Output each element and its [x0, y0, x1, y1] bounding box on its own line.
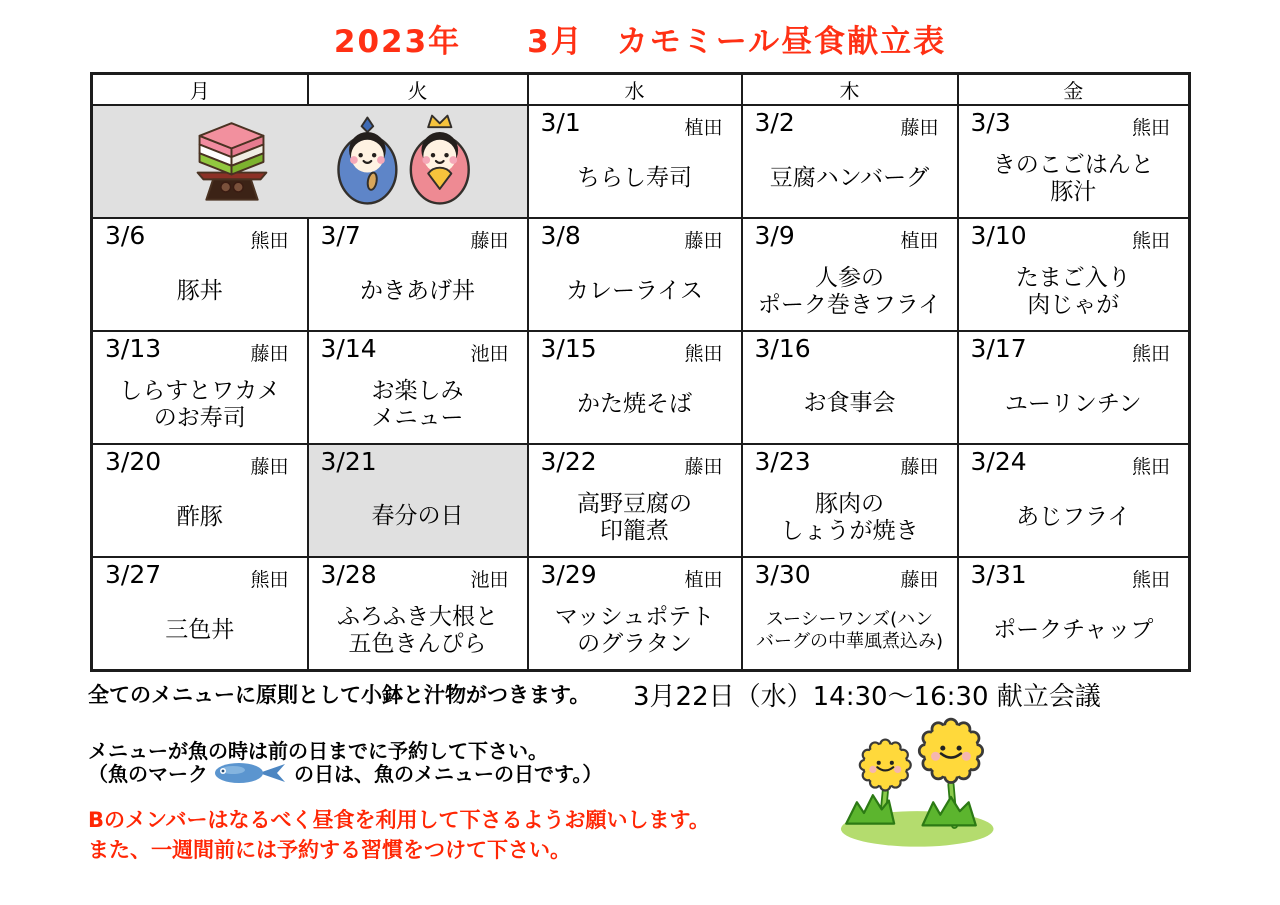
day-cell-3-20 — [92, 444, 308, 557]
fish-mark-note — [88, 758, 602, 787]
cell-staff: 熊田 — [1131, 456, 1170, 478]
cell-staff: 池田 — [470, 343, 509, 365]
cell-menu: しらすとワカメ のお寿司 — [119, 378, 281, 431]
side-dish-note: 全てのメニューに原則として小鉢と汁物がつきます。 — [88, 683, 591, 707]
cell-date: 3/22 — [540, 447, 597, 476]
cell-staff: 植田 — [684, 569, 723, 591]
day-cell-3-23 — [742, 444, 958, 557]
day-cell-3-3 — [958, 105, 1190, 218]
cell-staff: 藤田 — [684, 230, 723, 252]
cell-menu: ふろふき大根と 五色きんぴら — [337, 604, 498, 657]
fish-icon — [213, 761, 289, 785]
cell-date: 3/6 — [105, 221, 146, 250]
cell-staff: 藤田 — [900, 569, 939, 591]
day-cell-3-1 — [528, 105, 742, 218]
page-title: 2023年 3月 カモミール昼食献立表 — [333, 24, 947, 60]
cell-date: 3/31 — [970, 560, 1027, 589]
cell-menu: 春分の日 — [371, 502, 464, 529]
fish-mark-note-post: の日は、魚のメニューの日です。） — [294, 762, 603, 786]
day-cell-3-13 — [92, 331, 308, 444]
cell-menu: かた焼そば — [577, 391, 692, 418]
cell-menu: あじフライ — [1016, 504, 1131, 531]
cell-staff: 植田 — [684, 117, 723, 139]
cell-staff: 藤田 — [250, 343, 289, 365]
cell-menu: 三色丼 — [165, 617, 235, 644]
day-cell-3-6 — [92, 218, 308, 331]
cell-menu: 豚丼 — [176, 278, 223, 305]
day-cell-3-22 — [528, 444, 742, 557]
cell-date: 3/7 — [320, 221, 361, 250]
day-header-tue: 火 — [308, 74, 528, 106]
dandelion-flowers-illustration — [830, 710, 1008, 852]
day-cell-3-28 — [308, 557, 528, 671]
day-cell-3-31 — [958, 557, 1190, 671]
cell-staff: 熊田 — [1131, 230, 1170, 252]
day-cell-3-8 — [528, 218, 742, 331]
fish-reservation-note: メニューが魚の時は前の日までに予約して下さい。 — [88, 739, 548, 763]
day-cell-3-30 — [742, 557, 958, 671]
cell-staff: 藤田 — [470, 230, 509, 252]
week-row-1 — [92, 105, 1190, 218]
cell-staff: 池田 — [470, 569, 509, 591]
hinamatsuri-illustrations — [93, 106, 527, 214]
cell-date: 3/28 — [320, 560, 377, 589]
day-cell-3-17 — [958, 331, 1190, 444]
hishimochi-icon — [186, 118, 278, 202]
cell-staff: 熊田 — [1131, 569, 1170, 591]
cell-menu: ちらし寿司 — [577, 165, 692, 192]
cell-date: 3/17 — [970, 334, 1027, 363]
day-cell-3-10 — [958, 218, 1190, 331]
cell-date: 3/30 — [754, 560, 811, 589]
cell-date: 3/8 — [540, 221, 581, 250]
cell-menu: 高野豆腐の 印籠煮 — [577, 491, 692, 544]
cell-date: 3/13 — [105, 334, 162, 363]
cell-staff: 植田 — [900, 230, 939, 252]
red-request-line1: Bのメンバーはなるべく昼食を利用して下さるようお願いします。 — [88, 808, 710, 832]
red-request-line2: また、一週間前には予約する習慣をつけて下さい。 — [88, 837, 571, 862]
cell-date: 3/1 — [540, 108, 581, 137]
cell-date: 3/15 — [540, 334, 597, 363]
week-row-3 — [92, 331, 1190, 444]
cell-menu: お食事会 — [803, 389, 896, 416]
day-header-mon: 月 — [92, 74, 308, 106]
cell-date: 3/20 — [105, 447, 162, 476]
cell-staff: 熊田 — [250, 230, 289, 252]
cell-staff: 熊田 — [1131, 343, 1170, 365]
day-cell-3-14 — [308, 331, 528, 444]
cell-menu: きのこごはんと 豚汁 — [992, 152, 1154, 205]
hina-dolls-icon — [324, 111, 488, 209]
cell-date: 3/21 — [320, 447, 377, 476]
day-cell-3-16 — [742, 331, 958, 444]
day-cell-3-24 — [958, 444, 1190, 557]
day-header-fri: 金 — [958, 74, 1190, 106]
cell-date: 3/24 — [970, 447, 1027, 476]
cell-menu: ポークチャップ — [993, 617, 1154, 644]
cell-menu: ユーリンチン — [1004, 391, 1142, 418]
cell-menu: マッシュポテト のグラタン — [554, 604, 715, 657]
cell-staff: 熊田 — [1131, 117, 1170, 139]
day-header-row — [92, 74, 1190, 106]
cell-date: 3/3 — [970, 108, 1011, 137]
week-row-5 — [92, 557, 1190, 671]
cell-date: 3/27 — [105, 560, 162, 589]
cell-staff: 熊田 — [684, 343, 723, 365]
cell-menu: カレーライス — [565, 278, 704, 305]
day-cell-3-27 — [92, 557, 308, 671]
menu-calendar-table — [90, 72, 1191, 672]
cell-menu: お楽しみ メニュー — [371, 378, 464, 431]
week-row-4 — [92, 444, 1190, 557]
cell-staff: 藤田 — [900, 456, 939, 478]
cell-menu: 酢豚 — [176, 504, 223, 531]
week-row-2 — [92, 218, 1190, 331]
cell-menu: たまご入り 肉じゃが — [1015, 265, 1131, 318]
cell-menu: 人参の ポーク巻きフライ — [757, 265, 942, 318]
cell-staff: 藤田 — [684, 456, 723, 478]
cell-date: 3/23 — [754, 447, 811, 476]
cell-menu: スーシーワンズ(ハン バーグの中華風煮込み) — [755, 608, 944, 652]
cell-date: 3/9 — [754, 221, 795, 250]
cell-date: 3/10 — [970, 221, 1027, 250]
menu-meeting-note: 3月22日（水）14:30～16:30 献立会議 — [633, 682, 1101, 712]
day-header-thu: 木 — [742, 74, 958, 106]
day-cell-3-21-holiday — [308, 444, 528, 557]
cell-menu: かきあげ丼 — [360, 278, 475, 305]
cell-date: 3/2 — [754, 108, 795, 137]
day-cell-3-15 — [528, 331, 742, 444]
cell-date: 3/29 — [540, 560, 597, 589]
cell-staff: 熊田 — [250, 569, 289, 591]
cell-staff: 藤田 — [900, 117, 939, 139]
day-header-wed: 水 — [528, 74, 742, 106]
cell-staff: 藤田 — [250, 456, 289, 478]
day-cell-3-2 — [742, 105, 958, 218]
day-cell-3-7 — [308, 218, 528, 331]
day-cell-3-29 — [528, 557, 742, 671]
red-request-notes — [88, 806, 710, 866]
cell-menu: 豆腐ハンバーグ — [769, 165, 930, 192]
fish-mark-note-pre: （魚のマーク — [88, 762, 208, 786]
day-cell-3-9 — [742, 218, 958, 331]
cell-date: 3/14 — [320, 334, 377, 363]
cell-menu: 豚肉の しょうが焼き — [780, 491, 919, 544]
cell-date: 3/16 — [754, 334, 811, 363]
hinamatsuri-illustration-cell — [92, 105, 528, 218]
